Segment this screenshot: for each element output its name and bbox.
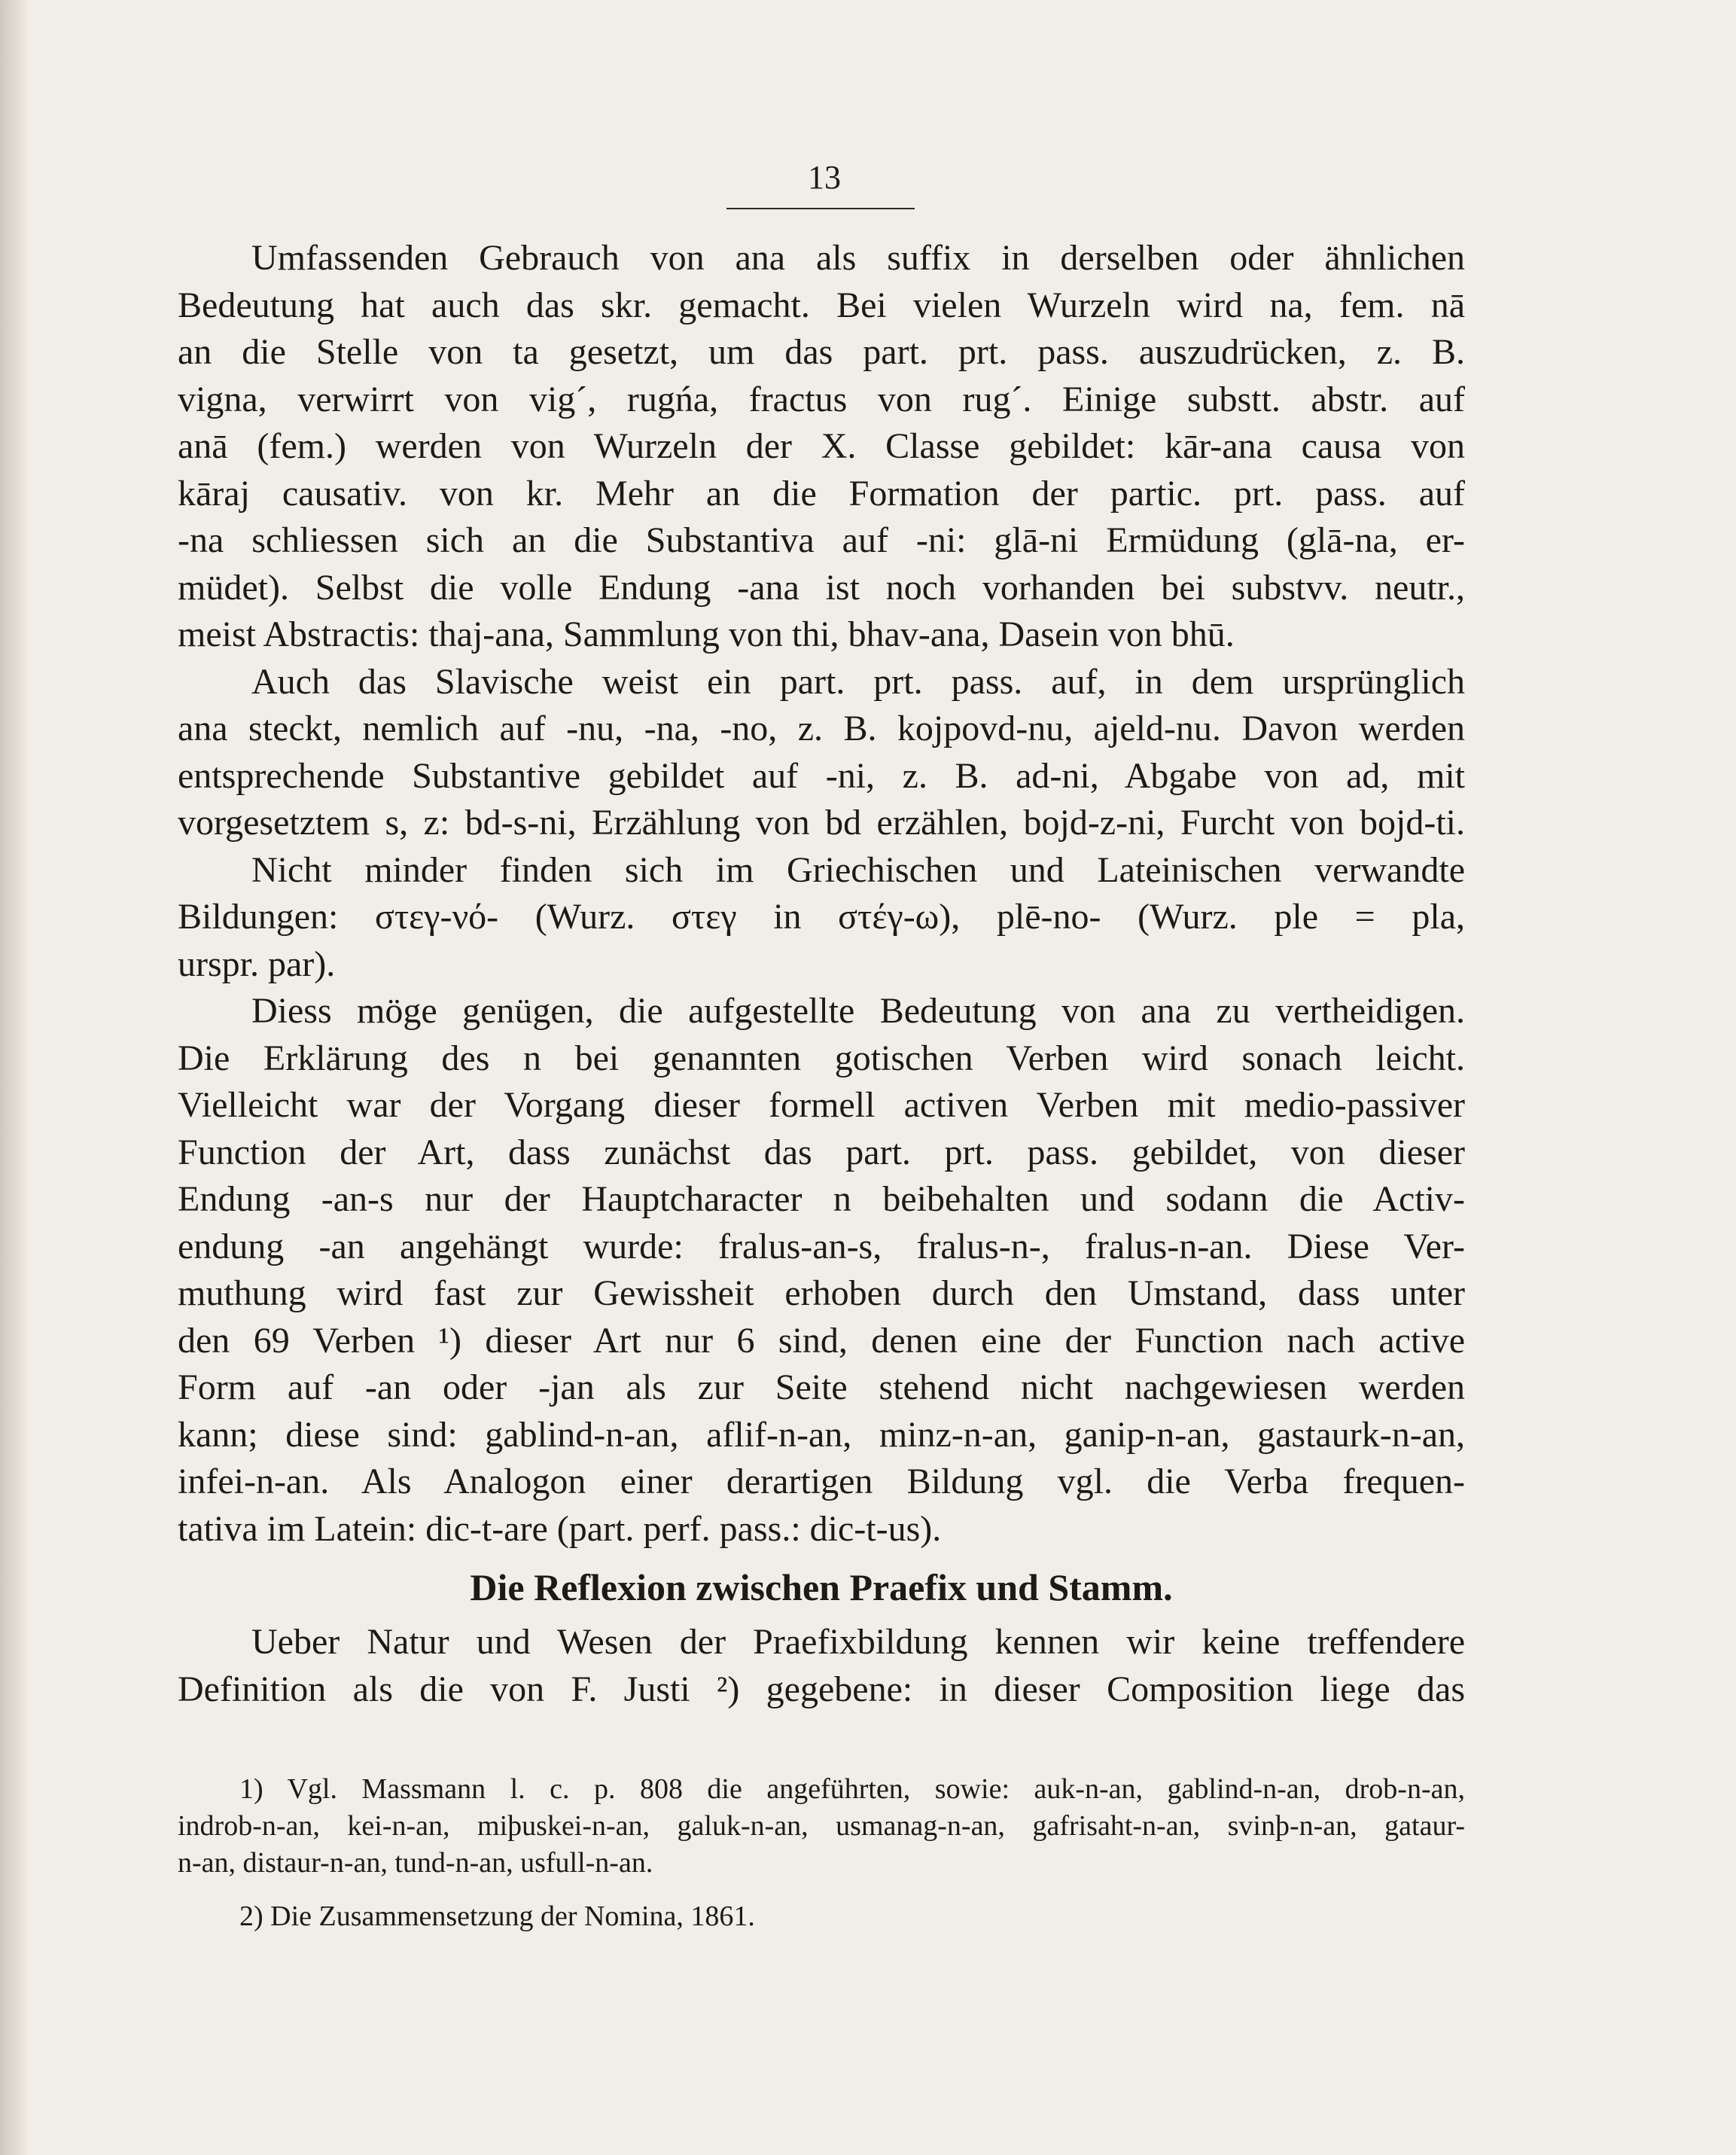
footnote-line: indrob-n-an, kei-n-an, miþuskei-n-an, galuk-n-an, usmanag-n-an, gafrisaht-n-an, svinþ-n-an, gataur- [178,1810,1465,1842]
text-line: entsprechende Substantive gebildet auf -ni, z. B. ad-ni, Abgabe von ad, mit [178,755,1465,796]
text-line: tativa im Latein: dic-t-are (part. perf. pass.: dic-t-us). [178,1508,942,1549]
book-gutter [0,0,29,2155]
text-line: Ueber Natur und Wesen der Praefixbildung kennen wir keine treffendere [251,1622,1465,1662]
text-line: anā (fem.) werden von Wurzeln der X. Classe gebildet: kār-ana causa von [178,426,1465,466]
footnote-line: n-an, distaur-n-an, tund-n-an, usfull-n-an. [178,1847,653,1879]
text-line: Bildungen: στεγ-νό- (Wurz. στεγ in στέγ-ω), plē-no- (Wurz. ple = pla, [178,897,1465,937]
text-line: Endung -an-s nur der Hauptcharacter n beibehalten und sodann die Activ- [178,1179,1465,1219]
text-line: Vielleicht war der Vorgang dieser formell activen Verben mit medio-passiver [178,1085,1465,1125]
body-text [178,235,1465,1713]
footnotes [178,1771,1465,1935]
page-number: 13 [808,159,841,196]
text-line: vorgesetztem s, z: bd-s-ni, Erzählung von bd erzählen, bojd-z-ni, Furcht von bojd-ti. [178,803,1465,843]
text-line: Form auf -an oder -jan als zur Seite stehend nicht nachgewiesen werden [178,1367,1465,1407]
text-line: muthung wird fast zur Gewissheit erhoben durch den Umstand, dass unter [178,1273,1465,1313]
text-line: urspr. par). [178,943,336,984]
text-line: Die Erklärung des n bei genannten gotischen Verben wird sonach leicht. [178,1038,1465,1078]
text-line: kāraj causativ. von kr. Mehr an die Formation der partic. prt. pass. auf [178,473,1465,514]
text-line: Diess möge genügen, die aufgestellte Bedeutung von ana zu vertheidigen. [251,991,1465,1031]
text-line: Umfassenden Gebrauch von ana als suffix in derselben oder ähnlichen [251,238,1465,278]
text-line: meist Abstractis: thaj-ana, Sammlung von thi, bhav-ana, Dasein von bhū. [178,614,1235,654]
text-line: an die Stelle von ta gesetzt, um das part. prt. pass. auszudrücken, z. B. [178,332,1465,372]
text-line: vigna, verwirrt von vig´, rugńa, fractus von rug´. Einige substt. abstr. auf [178,379,1465,419]
text-line: ana steckt, nemlich auf -nu, -na, -no, z. B. kojpovd-nu, ajeld-nu. Davon werden [178,709,1465,748]
footnote-spacer [178,1882,1465,1898]
section-heading: Die Reflexion zwischen Praefix und Stamm. [470,1566,1173,1608]
text-line: kann; diese sind: gablind-n-an, aflif-n-an, minz-n-an, ganip-n-an, gastaurk-n-an, [178,1414,1465,1455]
text-line: endung -an angehängt wurde: fralus-an-s, fralus-n-, fralus-n-an. Diese Ver- [178,1226,1465,1266]
footnote-line: 1) Vgl. Massmann l. c. p. 808 die angeführten, sowie: auk-n-an, gablind-n-an, drob-n-an, [239,1773,1465,1805]
text-line: -na schliessen sich an die Substantiva auf -ni: glā-ni Ermüdung (glā-na, er- [178,520,1465,560]
text-line: Function der Art, dass zunächst das part. prt. pass. gebildet, von dieser [178,1132,1465,1172]
text-line: Nicht minder finden sich im Griechischen und Lateinischen verwandte [251,849,1465,890]
text-line: infei-n-an. Als Analogon einer derartigen Bildung vgl. die Verba frequen- [178,1462,1465,1501]
footnote-line: 2) Die Zusammensetzung der Nomina, 1861. [239,1900,755,1932]
text-line: Auch das Slavische weist ein part. prt. pass. auf, in dem ursprünglich [251,661,1465,702]
text-line: müdet). Selbst die volle Endung -ana ist noch vorhanden bei substvv. neutr., [178,567,1465,608]
text-line: den 69 Verben ¹) dieser Art nur 6 sind, denen eine der Function nach active [178,1320,1465,1361]
page-number-rule [726,208,915,209]
text-line: Bedeutung hat auch das skr. gemacht. Bei vielen Wurzeln wird na, fem. nā [178,285,1465,325]
text-line: Definition als die von F. Justi ²) gegebene: in dieser Composition liege das [178,1669,1465,1709]
